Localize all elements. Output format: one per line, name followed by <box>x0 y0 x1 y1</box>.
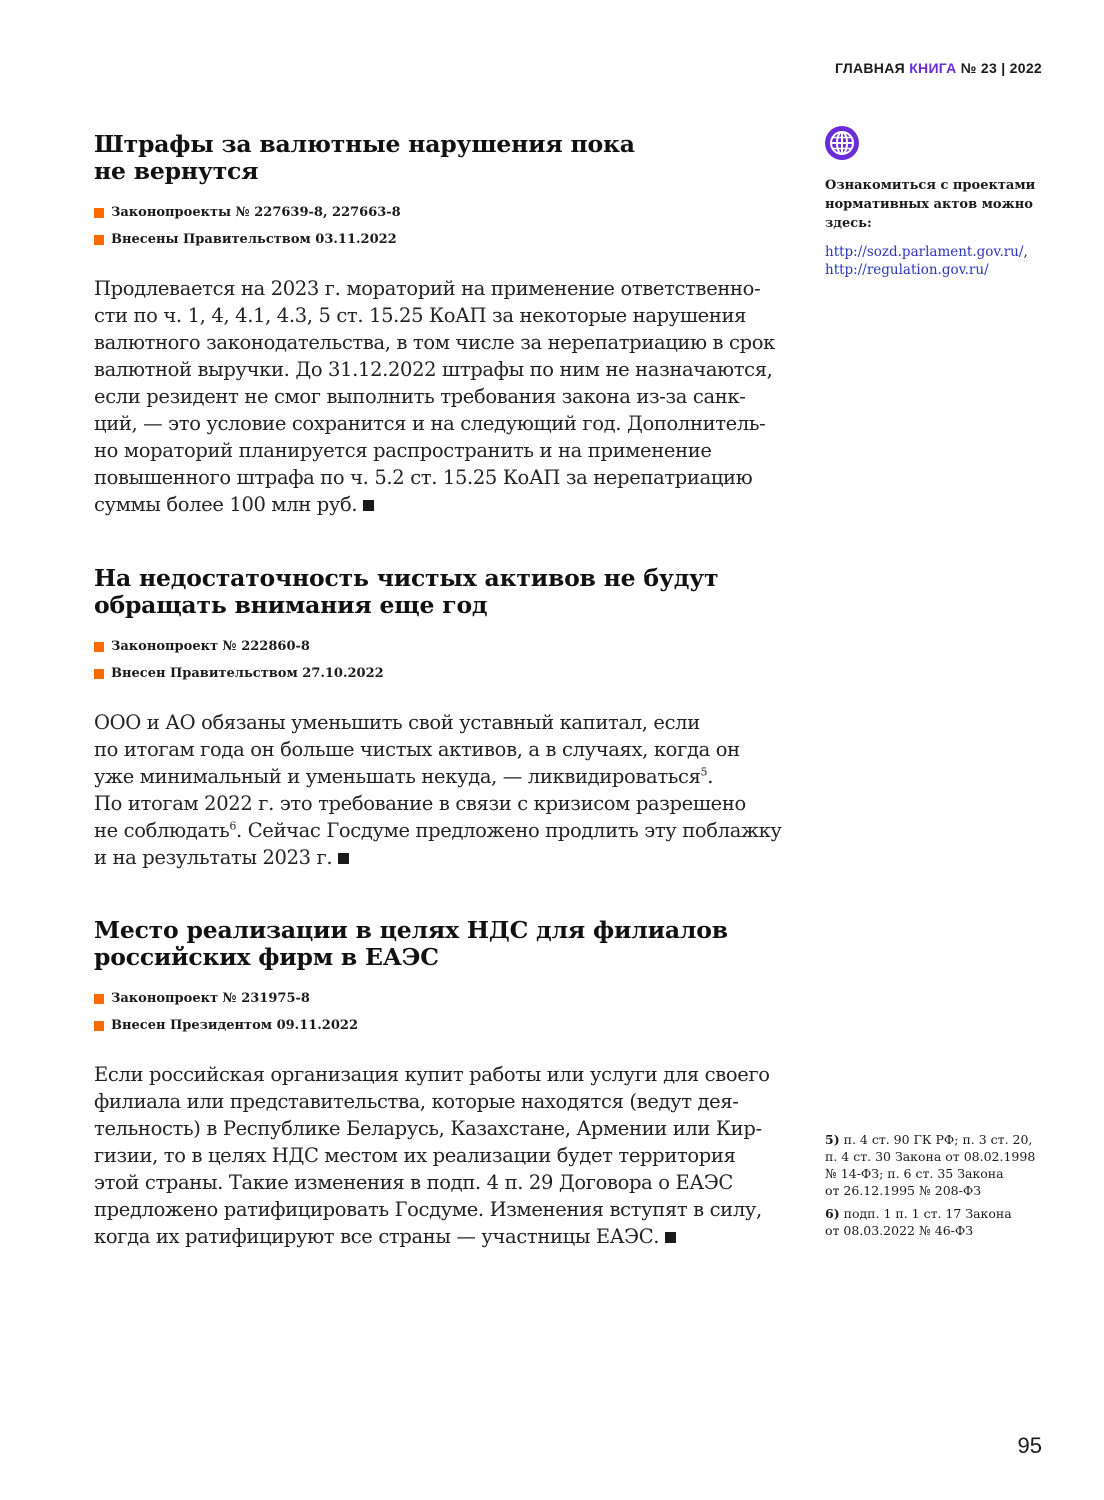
bullet-square-icon <box>94 208 104 218</box>
bill-number: Законопроекты № 227639-8, 227663-8 <box>111 205 401 220</box>
body-line: валютного законодательства, в том числе за нерепатриацию в срок <box>94 331 775 354</box>
body-line: ООО и АО обязаны уменьшить свой уставный капитал, если <box>94 711 700 734</box>
body-line: но мораторий планируется распространить и на применение <box>94 439 712 462</box>
end-of-article-mark <box>338 853 349 864</box>
brand-name-accent: КНИГА <box>909 60 957 76</box>
body-line: Продлевается на 2023 г. мораторий на применение ответственно- <box>94 277 761 300</box>
body-line: гизии, то в целях НДС местом их реализации будет территория <box>94 1144 736 1167</box>
article-net-assets <box>94 565 784 871</box>
bullet-square-icon <box>94 235 104 245</box>
bill-meta-item <box>94 985 784 1012</box>
title-line: Штрафы за валютные нарушения пока <box>94 130 635 158</box>
issue-number: № 23 | 2022 <box>960 60 1042 76</box>
link-separator: , <box>1023 244 1028 260</box>
title-line: российских фирм в ЕАЭС <box>94 943 439 971</box>
body-line: ций, — это условие сохранится и на следующий год. Дополнитель- <box>94 412 766 435</box>
bill-meta-list <box>94 199 784 253</box>
masthead <box>835 60 1042 76</box>
body-line-text: . Сейчас Госдуме предложено продлить эту поблажку <box>236 819 782 842</box>
bullet-square-icon <box>94 1021 104 1031</box>
bullet-square-icon <box>94 669 104 679</box>
title-line: Место реализации в целях НДС для филиалов <box>94 916 728 944</box>
body-line <box>94 844 784 871</box>
end-of-article-mark <box>363 500 374 511</box>
bullet-square-icon <box>94 642 104 652</box>
body-line: тельность) в Республике Беларусь, Казахстане, Армении или Кир- <box>94 1117 762 1140</box>
sidebar-links <box>825 243 1050 279</box>
footnote-text: № 14-ФЗ; п. 6 ст. 35 Закона <box>825 1166 1004 1181</box>
sidebar-heading: Ознакомиться с проектами нормативных актов можно здесь: <box>825 178 1036 231</box>
bullet-square-icon <box>94 994 104 1004</box>
body-line <box>94 817 784 844</box>
brand-name-first: ГЛАВНАЯ <box>834 60 905 76</box>
article-body <box>94 275 784 518</box>
footnotes <box>825 1131 1055 1245</box>
body-line: предложено ратифицировать Госдуме. Изменения вступят в силу, <box>94 1198 762 1221</box>
bill-meta-item <box>94 1012 784 1039</box>
footnote-text: от 08.03.2022 № 46-ФЗ <box>825 1223 974 1238</box>
bill-meta-item <box>94 226 784 253</box>
body-line <box>94 763 784 790</box>
article-title <box>94 565 784 619</box>
article-title <box>94 917 784 971</box>
footnote-number: 6) <box>825 1206 840 1221</box>
article-currency-fines <box>94 131 784 518</box>
end-of-article-mark <box>665 1232 676 1243</box>
bill-meta-item <box>94 199 784 226</box>
footnote-text: п. 4 ст. 30 Закона от 08.02.1998 <box>825 1149 1036 1164</box>
body-line-text: уже минимальный и уменьшать некуда, — ликвидироваться <box>94 765 701 788</box>
body-line: Если российская организация купит работы или услуги для своего <box>94 1063 770 1086</box>
page-number: 95 <box>1017 1433 1042 1458</box>
body-line: этой страны. Такие изменения в подп. 4 п. 29 Договора о ЕАЭС <box>94 1171 733 1194</box>
bill-submitted: Внесены Правительством 03.11.2022 <box>111 232 397 247</box>
body-line: по итогам года он больше чистых активов, а в случаях, когда он <box>94 738 740 761</box>
body-line-text: не соблюдать <box>94 819 230 842</box>
bill-meta-item <box>94 633 784 660</box>
bill-meta-list <box>94 633 784 687</box>
footnote-text: п. 4 ст. 90 ГК РФ; п. 3 ст. 20, <box>843 1132 1033 1147</box>
body-line <box>94 491 784 518</box>
article-body <box>94 1061 784 1250</box>
title-line: обращать внимания еще год <box>94 591 488 619</box>
body-line-text: . <box>707 765 714 788</box>
body-line-text: когда их ратифицируют все страны — участницы ЕАЭС. <box>94 1225 660 1248</box>
bill-meta-item <box>94 660 784 687</box>
footnote-6 <box>825 1205 1055 1239</box>
bill-number: Законопроект № 222860-8 <box>111 639 310 654</box>
body-line: если резидент не смог выполнить требования закона из-за санк- <box>94 385 746 408</box>
footnote-5 <box>825 1131 1055 1199</box>
body-line: филиала или представительства, которые находятся (ведут дея- <box>94 1090 739 1113</box>
article-title <box>94 131 784 185</box>
footnote-ref[interactable]: 6 <box>229 819 236 833</box>
body-line: повышенного штрафа по ч. 5.2 ст. 15.25 КоАП за нерепатриацию <box>94 466 753 489</box>
globe-icon <box>825 126 859 160</box>
bill-submitted: Внесен Правительством 27.10.2022 <box>111 666 384 681</box>
footnote-ref[interactable]: 5 <box>700 765 708 779</box>
sidebar-links-note <box>825 126 1050 279</box>
footnote-number: 5) <box>825 1132 840 1147</box>
bill-submitted: Внесен Президентом 09.11.2022 <box>111 1018 358 1033</box>
body-line: По итогам 2022 г. это требование в связи с кризисом разрешено <box>94 792 746 815</box>
bill-meta-list <box>94 985 784 1039</box>
footnote-text: подп. 1 п. 1 ст. 17 Закона <box>843 1206 1012 1221</box>
body-line-text: и на результаты 2023 г. <box>94 846 333 869</box>
title-line: не вернутся <box>94 157 259 185</box>
footnote-text: от 26.12.1995 № 208-ФЗ <box>825 1183 982 1198</box>
body-line-text: суммы более 100 млн руб. <box>94 493 358 516</box>
link-regulation[interactable]: http://regulation.gov.ru/ <box>825 262 989 278</box>
title-line: На недостаточность чистых активов не будут <box>94 564 719 592</box>
body-line: сти по ч. 1, 4, 4.1, 4.3, 5 ст. 15.25 КоАП за некоторые нарушения <box>94 304 747 327</box>
article-vat-eaeu <box>94 917 784 1250</box>
body-line <box>94 1223 784 1250</box>
body-line: валютной выручки. До 31.12.2022 штрафы по ним не назначаются, <box>94 358 773 381</box>
link-sozd[interactable]: http://sozd.parlament.gov.ru/ <box>825 244 1024 260</box>
article-body <box>94 709 784 871</box>
bill-number: Законопроект № 231975-8 <box>111 991 310 1006</box>
